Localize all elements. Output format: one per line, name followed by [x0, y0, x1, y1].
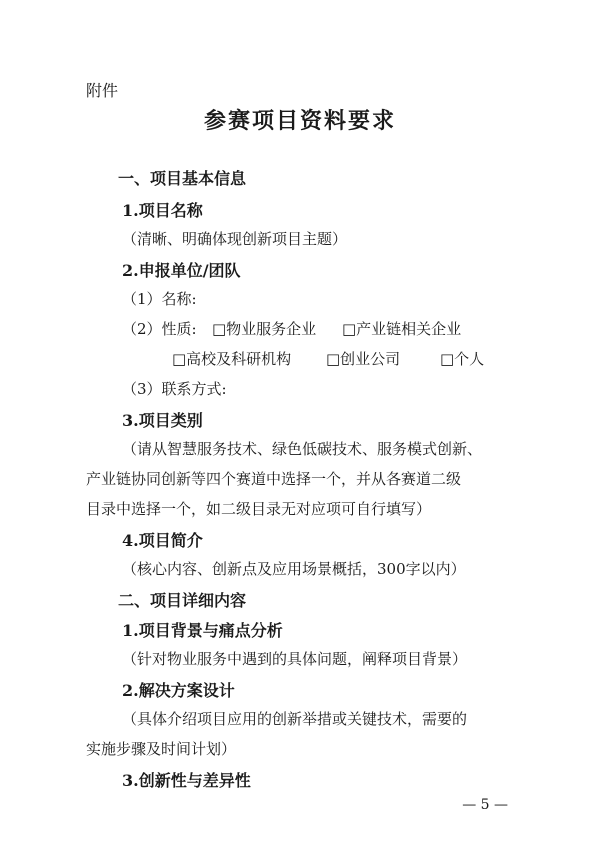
item-summary: 4.项目简介 [122, 531, 203, 550]
item-project-name: 1.项目名称 [122, 201, 203, 220]
name-line: （1）名称: [122, 290, 197, 308]
nature-option-startup[interactable]: □创业公司 [326, 350, 401, 368]
item-project-name-note: （清晰、明确体现创新项目主题） [122, 230, 348, 248]
item-innovation: 3.创新性与差异性 [122, 771, 251, 790]
item-solution-note-line2: 实施步骤及时间计划） [86, 740, 237, 758]
item-category: 3.项目类别 [122, 411, 203, 430]
nature-option-property-service[interactable]: □物业服务企业 [212, 320, 317, 338]
item-solution: 2.解决方案设计 [122, 681, 235, 700]
item-category-note-line3: 目录中选择一个，如二级目录无对应项可自行填写） [86, 500, 432, 518]
contact-line: （3）联系方式: [122, 380, 227, 398]
nature-option-university[interactable]: □高校及科研机构 [172, 350, 292, 368]
attachment-label: 附件 [86, 81, 119, 100]
item-background-note: （针对物业服务中遇到的具体问题，阐释项目背景） [122, 650, 468, 668]
item-background: 1.项目背景与痛点分析 [122, 621, 283, 640]
item-category-note-line2: 产业链协同创新等四个赛道中选择一个，并从各赛道二级 [86, 470, 462, 488]
nature-prefix: （2）性质: [122, 320, 197, 338]
nature-option-industry-chain[interactable]: □产业链相关企业 [342, 320, 462, 338]
page-number-text: — 5 — [462, 797, 508, 813]
page-title: 参赛项目资料要求 [203, 108, 396, 134]
page-number [0, 797, 600, 813]
item-category-note-line1: （请从智慧服务技术、绿色低碳技术、服务模式创新、 [122, 440, 483, 458]
nature-option-individual[interactable]: □个人 [440, 350, 485, 368]
item-solution-note-line1: （具体介绍项目应用的创新举措或关键技术，需要的 [122, 710, 468, 728]
section2-heading: 二、项目详细内容 [118, 591, 247, 610]
item-summary-note: （核心内容、创新点及应用场景概括，300字以内） [122, 560, 466, 578]
section1-heading: 一、项目基本信息 [118, 169, 247, 188]
item-applicant: 2.申报单位/团队 [122, 261, 241, 280]
